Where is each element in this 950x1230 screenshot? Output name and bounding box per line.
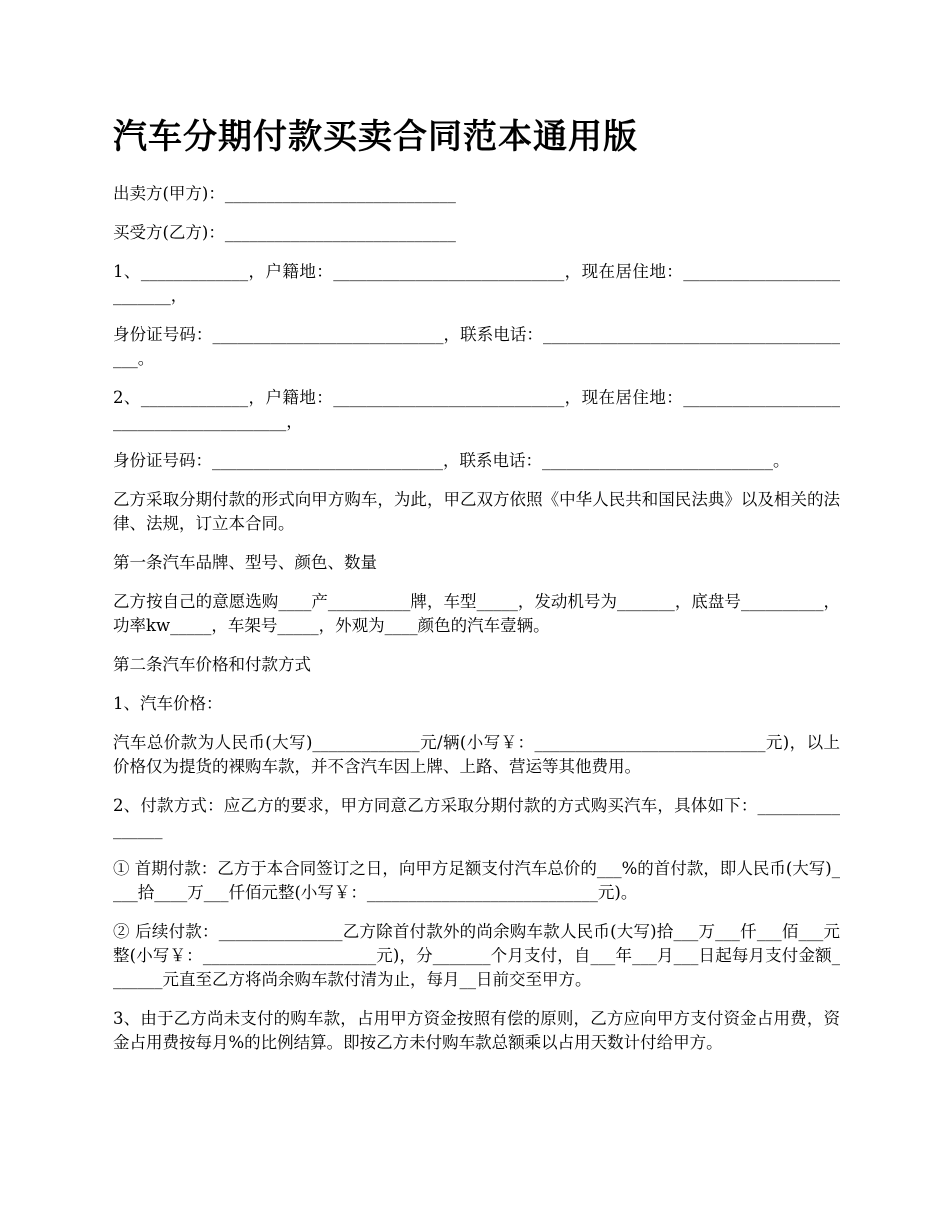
document-page	[113, 112, 840, 1070]
party-2-address: 2、_____________，户籍地：____________________________，现在居住地：________________________________________，	[113, 388, 840, 431]
article-1-heading: 第一条汽车品牌、型号、颜色、数量	[113, 553, 377, 572]
payment-method: 2、付款方式：应乙方的要求，甲方同意乙方采取分期付款的方式购买汽车，具体如下：________________	[113, 796, 840, 839]
installment-payment: ② 后续付款：_______________乙方除首付款外的尚余购车款人民币(大写)拾___万___仟___佰___元整(小写￥：_____________________元)，分_______个月支付，自___年___月___日起每月支付金额_______元直至乙方将尚余购车款付清为止，每月__日前交至甲方。	[113, 922, 840, 989]
document-title: 汽车分期付款买卖合同范本通用版	[113, 117, 638, 157]
article-1-body: 乙方按自己的意愿选购____产__________牌，车型_____，发动机号为_______，底盘号__________，功率kw_____，车架号_____，外观为____颜色的汽车壹辆。	[113, 592, 840, 635]
party-1-id-phone: 身份证号码：____________________________，联系电话：_______________________________________。	[113, 325, 840, 368]
price-heading: 1、汽车价格：	[113, 694, 223, 713]
party-1-address: 1、_____________，户籍地：____________________________，现在居住地：__________________________，	[113, 262, 840, 305]
price-body: 汽车总价款为人民币(大写)_____________元/辆(小写￥：____________________________元)，以上价格仅为提货的裸购车款，并不含汽车因上牌、上路、营运等其他费用。	[113, 733, 840, 776]
buyer-line: 买受方(乙方)：____________________________	[113, 223, 456, 242]
capital-occupation-fee: 3、由于乙方尚未支付的购车款，占用甲方资金按照有偿的原则，乙方应向甲方支付资金占用费，资金占用费按每月%的比例结算。即按乙方未付购车款总额乘以占用天数计付给甲方。	[113, 1009, 840, 1052]
party-2-id-phone: 身份证号码：____________________________，联系电话：____________________________。	[113, 451, 790, 470]
preamble: 乙方采取分期付款的形式向甲方购车，为此，甲乙双方依照《中华人民共和国民法典》以及相关的法律、法规，订立本合同。	[113, 490, 840, 533]
down-payment: ① 首期付款：乙方于本合同签订之日，向甲方足额支付汽车总价的___%的首付款，即人民币(大写)____拾____万___仟佰元整(小写￥：____________________________元)。	[113, 859, 840, 902]
seller-line: 出卖方(甲方)：____________________________	[113, 184, 456, 203]
article-2-heading: 第二条汽车价格和付款方式	[113, 655, 311, 674]
